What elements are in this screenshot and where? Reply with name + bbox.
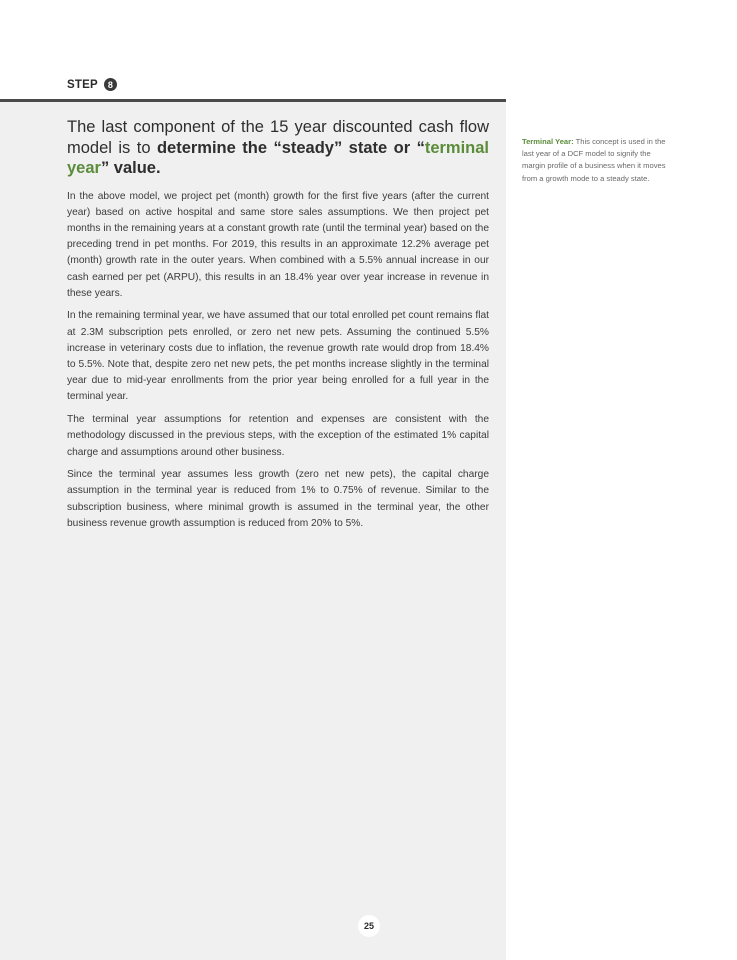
section-heading [67, 117, 489, 179]
heading-text: The last component of the 15 year discounted cash flow model is to [67, 118, 489, 157]
body-paragraph-4: Since the terminal year assumes less growth (zero net new pets), the capital charge assumption in the terminal year is reduced from 1% to 0.75% of revenue. Similar to the subscription business, where minimal growth is assumed in the terminal year, the other business revenue growth assumption is reduced from 20% to 5%. [67, 469, 489, 529]
sidenote [522, 136, 672, 185]
body-paragraph-2: In the remaining terminal year, we have assumed that our total enrolled pet count remains flat at 2.3M subscription pets enrolled, or zero net new pets. Assuming the continued 5.5% increase in veterinary costs due to inflation, the revenue growth rate would drop from 18.4% to 5.5%. Note that, despite zero net new pets, the pet months increase slightly in the terminal year due to mid-year enrollments from the prior year being enrolled for a full year in the terminal year. [67, 310, 489, 403]
heading-bold-end: ” value. [100, 159, 161, 177]
page-number: 25 [358, 915, 380, 937]
step-header [67, 78, 117, 91]
body-paragraph-1: In the above model, we project pet (month) growth for the first five years (after the current year) based on active hospital and same store sales assumptions. We then project pet months in the remaining years at a constant growth rate (until the terminal year) based on the preceding trend in pet months. For 2019, this results in an approximate 12.2% average pet (month) growth rate in the outer years. When combined with a 5.5% annual increase in our cash earned per pet (ARPU), this results in an 18.4% year over year increase in revenue in these years. [67, 190, 489, 299]
sidenote-text: This concept is used in the last year of a DCF model to signify the margin profile of a business when it moves from a growth mode to a steady state. [522, 137, 666, 183]
heading-bold-text: determine the “steady” state or “ [156, 138, 425, 157]
body-paragraph-3: The terminal year assumptions for retention and expenses are consistent with the methodology discussed in the previous steps, with the exception of the estimated 1% capital charge and assumptions around other business. [67, 414, 489, 458]
step-number-badge: 8 [104, 78, 117, 91]
sidenote-title: Terminal Year: [522, 137, 574, 146]
main-content [67, 117, 489, 539]
step-label: STEP [67, 78, 98, 91]
heading-accent-term: terminal year [67, 138, 490, 177]
